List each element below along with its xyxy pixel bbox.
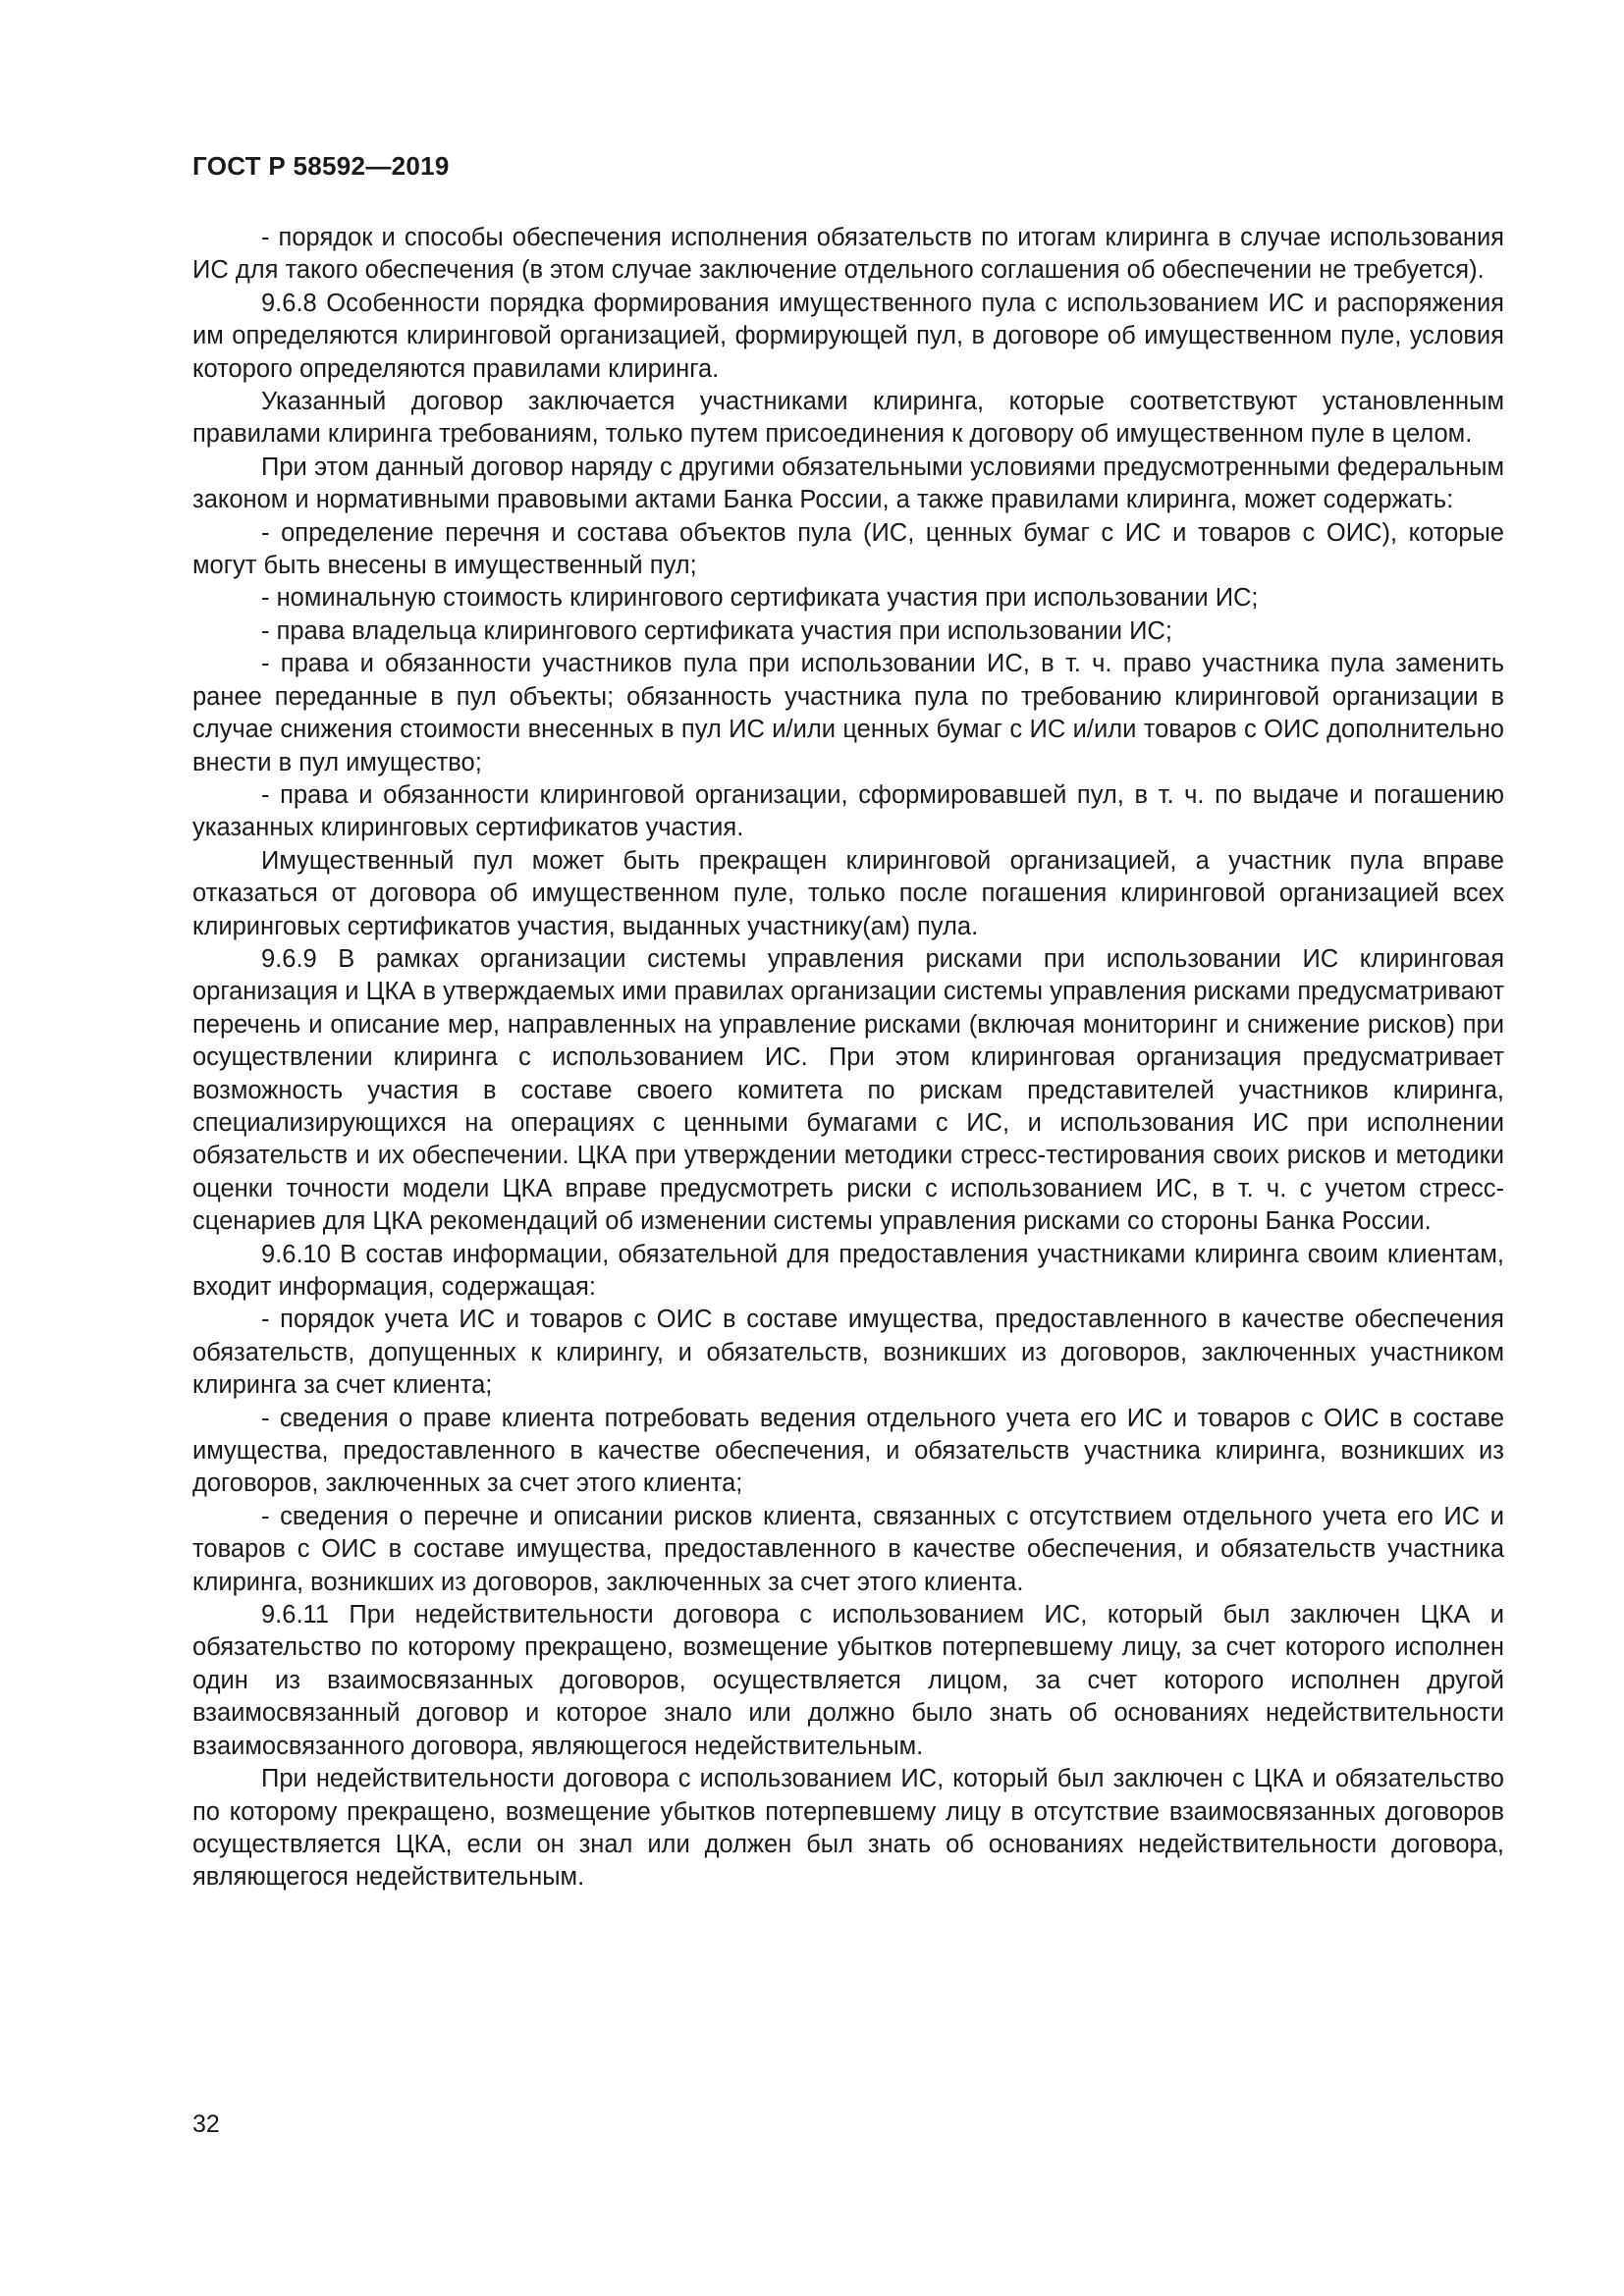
paragraph: - номинальную стоимость клирингового сертификата участия при использовании ИС; (261, 584, 1259, 613)
paragraph: При недействительности договора с использованием ИС, который был заключен с ЦКА и обязательство по которому прекращено, возмещение убытков потерпевшему лицу в отсутствие взаимосвязанных договоров осуществляется ЦКА, если он знал или должен был знать об основаниях недействительности договора, являющегося недействительным. (192, 1765, 1504, 1892)
paragraph: - права и обязанности клиринговой организации, сформировавшей пул, в т. ч. по выдаче и погашению указанных клиринговых сертификатов участия. (192, 780, 1504, 842)
paragraph: - сведения о перечне и описании рисков клиента, связанных с отсутствием отдельного учета его ИС и товаров с ОИС в составе имущества, предоставленного в качестве обеспечения, и обязательств участника клиринга, возникших из договоров, заключенных за счет этого клиента. (192, 1502, 1504, 1596)
paragraph: - порядок и способы обеспечения исполнения обязательств по итогам клиринга в случае использования ИС для такого обеспечения (в этом случае заключение отдельного соглашения об обеспечении не требуется). (192, 224, 1504, 285)
paragraph: - сведения о праве клиента потребовать ведения отдельного учета его ИС и товаров с ОИС в составе имущества, предоставленного в качестве обеспечения, и обязательств участника клиринга, возникших из договоров, заключенных за счет этого клиента; (192, 1404, 1504, 1498)
paragraph: - порядок учета ИС и товаров с ОИС в составе имущества, предоставленного в качестве обеспечения обязательств, допущенных к клирингу, и обязательств, возникших из договоров, заключенных участником клиринга за счет клиента; (192, 1306, 1504, 1400)
paragraph: 9.6.8 Особенности порядка формирования имущественного пула с использованием ИС и распоряжения им определяются клиринговой организацией, формирующей пул, в договоре об имущественном пуле, условия которого определяются правилами клиринга. (192, 289, 1504, 383)
paragraph: - определение перечня и состава объектов пула (ИС, ценных бумаг с ИС и товаров с ОИС), которые могут быть внесены в имущественный пул; (192, 518, 1504, 580)
paragraph: Имущественный пул может быть прекращен клиринговой организацией, а участник пула вправе отказаться от договора об имущественном пуле, только после погашения клиринговой организацией всех клиринговых сертификатов участия, выданных участнику(ам) пула. (192, 846, 1504, 940)
paragraph: При этом данный договор наряду с другими обязательными условиями предусмотренными федеральным законом и нормативными правовыми актами Банка России, а также правилами клиринга, может содержать: (192, 453, 1504, 514)
page-number: 32 (192, 2110, 220, 2138)
paragraph: Указанный договор заключается участниками клиринга, которые соответствуют установленным правилами клиринга требованиям, только путем присоединения к договору об имущественном пуле в целом. (192, 388, 1504, 449)
standard-header: ГОСТ Р 58592—2019 (192, 151, 450, 181)
paragraph: 9.6.11 При недействительности договора с использованием ИС, который был заключен ЦКА и обязательство по которому прекращено, возмещение убытков потерпевшему лицу, за счет которого исполнен один из взаимосвязанных договоров, осуществляется лицом, за счет которого исполнен другой взаимосвязанный договор и которое знало или должно было знать об основаниях недействительности взаимосвязанного договора, являющегося недействительным. (192, 1601, 1504, 1760)
paragraph: 9.6.9 В рамках организации системы управления рисками при использовании ИС клиринговая организация и ЦКА в утверждаемых ими правилах организации системы управления рисками предусматривают перечень и описание мер, направленных на управление рисками (включая мониторинг и снижение рисков) при осуществлении клиринга с использованием ИС. При этом клиринговая организация предусматривает возможность участия в составе своего комитета по рискам представителей участников клиринга, специализирующихся на операциях с ценными бумагами с ИС, и использования ИС при исполнении обязательств и их обеспечении. ЦКА при утверждении методики стресс-тестирования своих рисков и методики оценки точности модели ЦКА вправе предусмотреть риски с использованием ИС, в т. ч. с учетом стресс-сценариев для ЦКА рекомендаций об изменении системы управления рисками со стороны Банка России. (192, 944, 1504, 1236)
paragraph: 9.6.10 В состав информации, обязательной для предоставления участниками клиринга своим клиентам, входит информация, содержащая: (192, 1240, 1504, 1301)
paragraph: - права владельца клирингового сертификата участия при использовании ИС; (261, 616, 1172, 645)
document-body (192, 222, 1504, 1895)
paragraph: - права и обязанности участников пула при использовании ИС, в т. ч. право участника пула заменить ранее переданные в пул объекты; обязанность участника пула по требованию клиринговой организации в случае снижения стоимости внесенных в пул ИС и/или ценных бумаг с ИС и/или товаров с ОИС дополнительно внести в пул имущество; (192, 650, 1504, 776)
